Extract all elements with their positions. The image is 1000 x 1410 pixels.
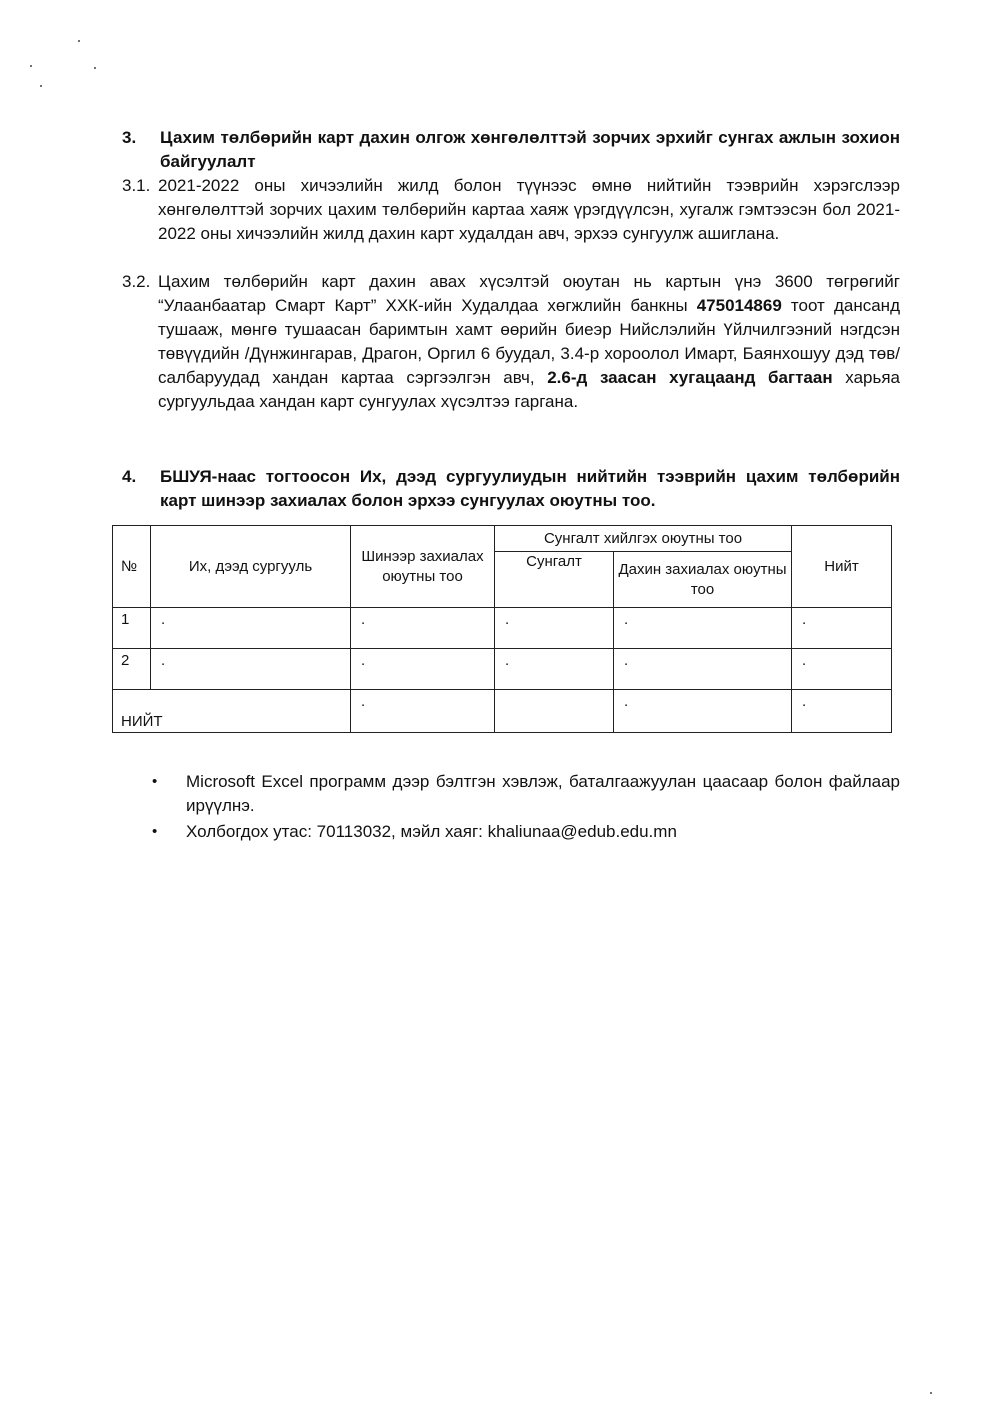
header-renewal-group: Сунгалт хийлгэх оюутны тоо xyxy=(495,526,792,552)
header-renewal: Сунгалт xyxy=(495,552,614,608)
section-4-title: БШУЯ-наас тогтоосон Их, дээд сургуулиудын нийтийн тээврийн цахим төлбөрийн карт шинээр захиалах болон эрхээ сунгуулах оюутны тоо. xyxy=(160,467,900,510)
section-3-number: 3. xyxy=(122,128,137,147)
scan-speck xyxy=(78,40,80,42)
header-total: Нийт xyxy=(792,526,892,608)
header-new-order: Шинээр захиалах оюутны тоо xyxy=(351,526,495,608)
item-3-2 xyxy=(122,270,900,414)
table-cell: . xyxy=(495,649,614,690)
section-3-title: Цахим төлбөрийн карт дахин олгож хөнгөлөлттэй зорчих эрхийг сунгах ажлын зохион байгуулалт xyxy=(160,128,900,171)
total-cell xyxy=(495,690,614,733)
table-total-row xyxy=(113,690,892,733)
header-no: № xyxy=(113,526,151,608)
item-3-2-text-b: тоот дансанд тушааж, мөнгө тушаасан баримтын хамт өөрийн биеэр Нийслэлийн Үйлчилгээний нэгдсэн төвүүдийн /Дүнжингарав, Драгон, Оргил 6 буудал, 3.4-р хороолол Имарт, Баянхошуу дэд төв/ салбаруудад хандан картаа сэргээлгэн авч, xyxy=(158,296,900,387)
row-number: 2 xyxy=(113,649,151,690)
contact-text: Холбогдох утас: 70113032, мэйл хаяг: khaliunaa@edub.edu.mn xyxy=(186,822,677,841)
item-3-1 xyxy=(122,174,900,246)
scan-speck xyxy=(930,1392,932,1394)
total-cell: . xyxy=(792,690,892,733)
item-3-2-text xyxy=(158,270,900,414)
table-cell: . xyxy=(614,608,792,649)
header-reorder: Дахин захиалах оюутны тоо xyxy=(614,552,792,608)
total-label: НИЙТ xyxy=(113,690,351,733)
scan-speck xyxy=(40,85,42,87)
table-cell: . xyxy=(351,649,495,690)
table-cell: . xyxy=(151,608,351,649)
item-3-1-number: 3.1. xyxy=(122,176,151,195)
total-cell: . xyxy=(351,690,495,733)
header-school: Их, дээд сургууль xyxy=(151,526,351,608)
item-3-2-text-c: харьяа сургуульдаа хандан карт сунгуулах хүсэлтээ гаргана. xyxy=(158,368,901,411)
table-row xyxy=(113,608,892,649)
note-text: Microsoft Excel программ дээр бэлтгэн хэвлэж, баталгаажуулан цаасаар болон файлаар ирүүлнэ. xyxy=(186,772,900,815)
account-number: 475014869 xyxy=(696,296,782,315)
section-3-heading xyxy=(122,126,900,174)
list-item xyxy=(152,820,900,844)
bullet-icon: • xyxy=(152,823,158,840)
scan-speck xyxy=(94,67,96,69)
table-cell: . xyxy=(351,608,495,649)
section-4 xyxy=(122,465,900,513)
table-cell: . xyxy=(495,608,614,649)
scan-speck xyxy=(30,65,32,67)
table-cell: . xyxy=(792,649,892,690)
table-cell: . xyxy=(792,608,892,649)
list-item xyxy=(152,770,900,818)
student-count-table xyxy=(112,525,892,733)
section-4-number: 4. xyxy=(122,467,137,486)
section-3 xyxy=(122,126,900,174)
item-3-1-text: 2021-2022 оны хичээлийн жилд болон түүнээс өмнө нийтийн тээврийн хэрэгслээр хөнгөлөлттэй зорчих цахим төлбөрийн картаа хаяж үрэгдүүлсэн, хугалж гэмтээсэн бол 2021-2022 оны хичээлийн жилд дахин карт худалдан авч, эрхээ сунгуулж ашиглана. xyxy=(158,176,900,243)
item-3-2-number: 3.2. xyxy=(122,272,151,291)
item-3-2-text-a: Цахим төлбөрийн карт дахин авах хүсэлтэй оюутан нь картын үнэ 3600 төгрөгийг “Улаанбаатар Смарт Карт” ХХК-ийн Худалдаа хөгжлийн банкны xyxy=(158,272,900,315)
bullet-icon: • xyxy=(152,773,158,790)
section-4-heading xyxy=(122,465,900,513)
table-cell: . xyxy=(151,649,351,690)
deadline-text: 2.6-д заасан хугацаанд багтаан xyxy=(547,368,833,387)
table-row xyxy=(113,649,892,690)
row-number: 1 xyxy=(113,608,151,649)
notes-list xyxy=(152,770,900,846)
table-cell: . xyxy=(614,649,792,690)
total-cell: . xyxy=(614,690,792,733)
